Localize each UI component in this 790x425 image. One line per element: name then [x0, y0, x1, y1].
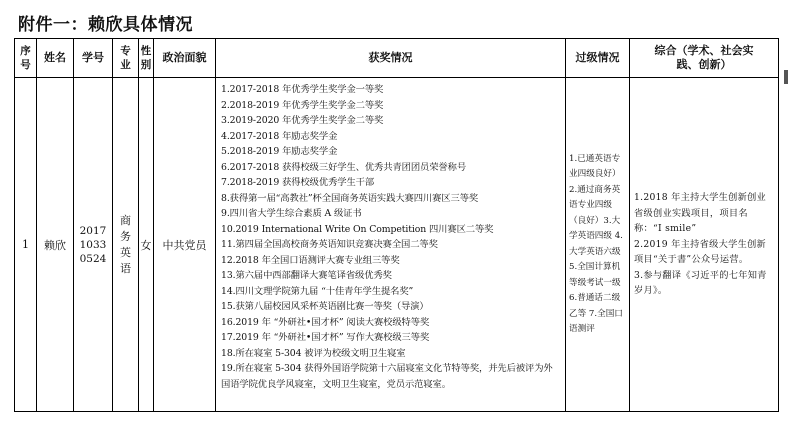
award-item: 6.2017-2018 获得校级三好学生、优秀共青团团员荣誉称号 — [221, 161, 467, 173]
award-item: 13.第六届中西部翻译大赛笔译省级优秀奖 — [221, 270, 392, 281]
header-major: 专业 — [113, 39, 139, 78]
cell-name: 赖欣 — [37, 78, 74, 412]
award-item: 1.2017-2018 年优秀学生奖学金一等奖 — [221, 84, 384, 95]
cell-index: 1 — [15, 78, 37, 412]
cell-major: 商务英语 — [113, 78, 139, 412]
header-gender: 性别 — [139, 39, 154, 78]
award-item: 2.2018-2019 年优秀学生奖学金二等奖 — [221, 99, 384, 111]
cell-awards — [216, 78, 566, 412]
header-political: 政治面貌 — [154, 39, 216, 78]
header-awards: 获奖情况 — [216, 39, 566, 78]
award-item: 8.获得第一届“高教社”杯全国商务英语实践大赛四川赛区三等奖 — [221, 192, 479, 204]
award-item: 4.2017-2018 年励志奖学金 — [221, 130, 338, 142]
award-item: 5.2018-2019 年励志奖学金 — [221, 146, 338, 157]
cell-student-id: 201710330524 — [74, 78, 113, 412]
award-item: 10.2019 International Write On Competition 四川赛区二等奖 — [221, 223, 494, 235]
table-row — [15, 78, 779, 412]
page-title: 附件一：赖欣具体情况 — [18, 15, 193, 35]
header-index: 序号 — [15, 39, 37, 78]
award-item: 9.四川省大学生综合素质 A 级证书 — [221, 208, 362, 219]
award-item: 7.2018-2019 获得校级优秀学生干部 — [221, 177, 375, 188]
header-name: 姓名 — [37, 39, 74, 78]
award-item: 12.2018 年全国口语测评大赛专业组三等奖 — [221, 254, 400, 266]
award-item: 17.2019 年 “外研社•国才杯” 写作大赛校级三等奖 — [221, 332, 430, 343]
award-item: 16.2019 年 “外研社•国才杯” 阅读大赛校级特等奖 — [221, 316, 430, 328]
overall-item: 1.2018 年主持大学生创新创业省级创业实践项目，项目名称：“I smile” — [634, 192, 767, 235]
overall-item: 2.2019 年主持省级大学生创新项目“关于書”公众号运营。 — [634, 238, 767, 266]
award-item: 3.2019-2020 年优秀学生奖学金二等奖 — [221, 115, 384, 126]
award-item: 18.所在寝室 5-304 被评为校级文明卫生寝室 — [221, 347, 406, 359]
overall-item: 3.参与翻译《习近平的七年知青岁月》。 — [634, 269, 767, 297]
header-overall: 综合（学术、社会实践、创新） — [630, 39, 779, 78]
student-info-table — [14, 38, 779, 412]
header-student-id: 学号 — [74, 39, 113, 78]
award-item: 14.四川文理学院第九届 “十佳青年学生提名奖” — [221, 285, 414, 297]
cell-exams: 1.已通英语专业四级良好）2.通过商务英语专业四级（良好）3.大学英语四级 4.大学英语六级 5.全国计算机等级考试一级 6.普通话二级乙等 7.全国口语测评 — [566, 78, 630, 412]
scrollbar-thumb[interactable] — [784, 70, 788, 84]
header-exams: 过级情况 — [566, 39, 630, 78]
cell-gender: 女 — [139, 78, 154, 412]
award-item: 19.所在寝室 5-304 获得外国语学院第十六届寝室文化节特等奖，并先后被评为外国语学院优良学风寝室，文明卫生寝室，党员示范寝室。 — [221, 363, 553, 390]
cell-overall — [630, 78, 779, 412]
award-item: 11.第四届全国高校商务英语知识竞赛决赛全国二等奖 — [221, 239, 438, 250]
cell-political: 中共党员 — [154, 78, 216, 412]
header-row — [15, 39, 779, 78]
award-item: 15.获第八届校园风采杯英语剧比赛一等奖（导演） — [221, 301, 429, 312]
document-sheet — [14, 4, 778, 414]
